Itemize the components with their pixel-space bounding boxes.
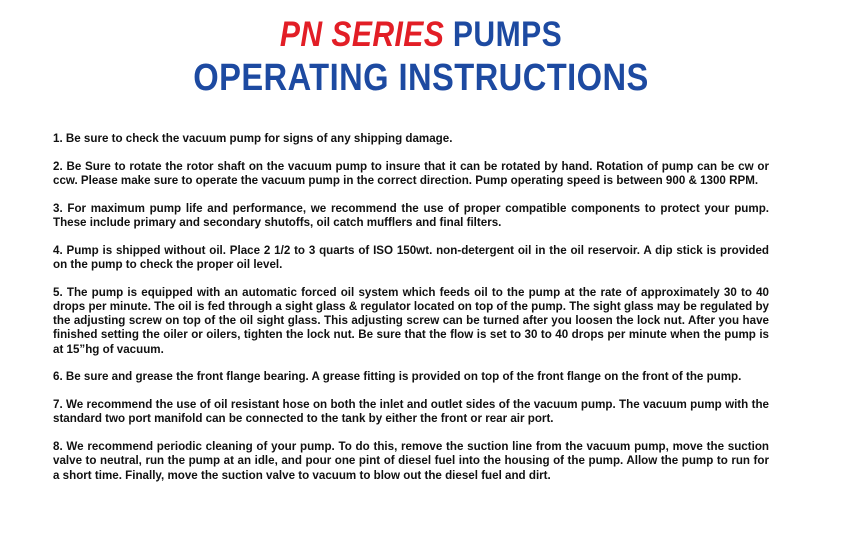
instruction-item: 2. Be Sure to rotate the rotor shaft on the vacuum pump to insure that it can be rotated by hand. Rotation of pump can be cw or ccw. Please make sure to operate the vacuum pump in the correct direction. Pump operating speed is between 900 & 1300 RPM.	[53, 159, 769, 187]
series-name: PN SERIES	[279, 15, 445, 54]
instruction-item: 6. Be sure and grease the front flange bearing. A grease fitting is provided on top of the front flange on the front of the pump.	[53, 370, 742, 384]
instruction-item: 4. Pump is shipped without oil. Place 2 1/2 to 3 quarts of ISO 150wt. non-detergent oil in the oil reservoir. A dip stick is provided on the pump to check the proper oil level.	[53, 243, 769, 271]
instruction-item: 3. For maximum pump life and performance, we recommend the use of proper compatible components to protect your pump. These include primary and secondary shutoffs, oil catch mufflers and final filters.	[53, 201, 769, 229]
pumps-label: PUMPS	[452, 15, 563, 54]
instructions-list	[53, 132, 769, 496]
instruction-item: 1. Be sure to check the vacuum pump for signs of any shipping damage.	[53, 132, 453, 145]
page-title	[59, 14, 783, 56]
instruction-item: 5. The pump is equipped with an automatic forced oil system which feeds oil to the pump at the rate of approximately 30 to 40 drops per minute. The oil is fed through a sight glass & regulator located on top of the pump. The sight glass may be regulated by the adjusting screw on top of the oil sight glass. This adjusting screw can be turned after you loosen the lock nut. After you have finished setting the oiler or oilers, tighten the lock nut. Be sure that the flow is set to 30 to 40 drops per minute when the pump is at 15”hg of vacuum.	[53, 285, 769, 356]
document-header	[0, 14, 842, 100]
instruction-item: 8. We recommend periodic cleaning of your pump. To do this, remove the suction line from the vacuum pump, move the suction valve to neutral, run the pump at an idle, and pour one pint of diesel fuel into the housing of the pump. Allow the pump to run for a short time. Finally, move the suction valve to vacuum to blow out the diesel fuel and dirt.	[53, 440, 769, 482]
page-subtitle: OPERATING INSTRUCTIONS	[193, 57, 649, 99]
instruction-item: 7. We recommend the use of oil resistant hose on both the inlet and outlet sides of the vacuum pump. The vacuum pump with the standard two port manifold can be connected to the tank by either the front or rear air port.	[53, 398, 769, 426]
